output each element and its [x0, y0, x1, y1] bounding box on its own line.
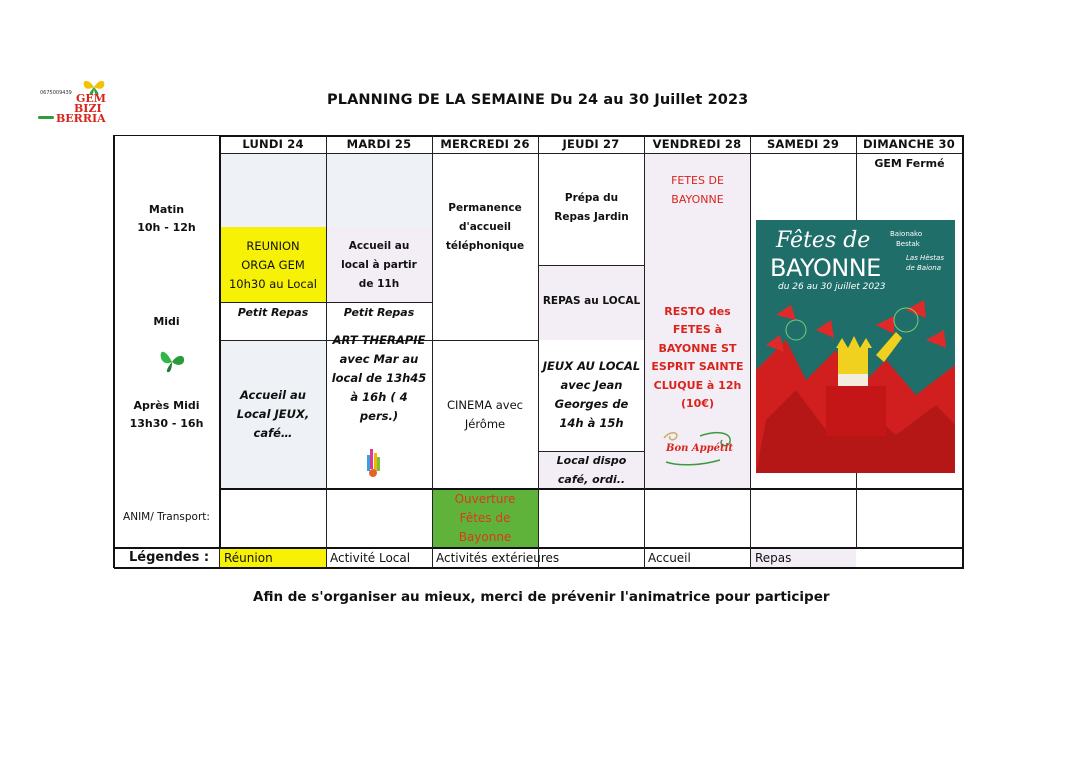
- butterfly-icon: [155, 344, 189, 376]
- tue-matin-bg: [326, 153, 432, 227]
- legend-accueil: Accueil: [648, 551, 691, 565]
- resto-fetes: RESTO des FETES à BAYONNE ST ESPRIT SAINTE CLUQUE à 12h (10€): [651, 304, 744, 410]
- row-label-apres: Après Midi: [133, 398, 200, 412]
- poster-basque-1: Baionako: [890, 230, 923, 238]
- sunday-closed: GEM Fermé: [874, 156, 945, 170]
- ouverture-fetes: Ouverture Fêtes de Bayonne: [454, 492, 516, 544]
- art-therapie: ART THERAPIE avec Mar au local de 13h45 à 16h ( 4 pers.): [331, 332, 427, 423]
- row-label-matin-hours: 10h - 12h: [137, 220, 196, 234]
- row-label-matin: Matin: [148, 202, 185, 216]
- legend-activite-local: Activité Local: [330, 551, 411, 565]
- cinema: CINEMA avec Jérôme: [447, 398, 523, 431]
- accueil-local-tuesday: Accueil au local à partir de 11h: [341, 239, 417, 290]
- grid-bottom: [114, 567, 964, 569]
- day-header-mon: LUNDI 24: [242, 137, 304, 151]
- poster-gascon-1: Las Hèstas: [906, 254, 944, 262]
- day-header-tue: MARDI 25: [346, 137, 412, 151]
- reunion-orga: REUNION ORGA GEM 10h30 au Local: [228, 238, 317, 291]
- accueil-jeux-monday: Accueil au Local JEUX, café…: [236, 387, 310, 440]
- day-header-thu: JEUDI 27: [562, 137, 620, 151]
- grid-line: [750, 135, 751, 568]
- repas-au-local: REPAS au LOCAL: [542, 294, 641, 307]
- page-title: PLANNING DE LA SEMAINE Du 24 au 30 Juillet 2023: [327, 92, 749, 108]
- poster-basque-2: Bestak: [896, 240, 920, 248]
- footer-note: Afin de s'organiser au mieux, merci de prévenir l'animatrice pour participer: [253, 589, 830, 605]
- poster-title-2: BAYONNE: [770, 254, 881, 282]
- grid-line: [432, 135, 433, 568]
- day-header-sun: DIMANCHE 30: [863, 137, 955, 151]
- day-header-sat: SAMEDI 29: [766, 137, 840, 151]
- row-label-anim: ANIM/ Transport:: [123, 510, 210, 523]
- grid-line: [538, 265, 645, 266]
- logo-phone: 0675009439: [40, 90, 72, 96]
- logo-swoosh: [38, 116, 54, 119]
- grid-line: [962, 135, 964, 568]
- day-header-fri: VENDREDI 28: [652, 137, 742, 151]
- fetes-bayonne: FETES DE BAYONNE: [671, 174, 724, 206]
- petit-repas-monday: Petit Repas: [237, 305, 309, 319]
- prepa-repas: Prépa du Repas Jardin: [554, 192, 629, 223]
- grid-line: [538, 135, 539, 568]
- logo-gem: GEM: [76, 92, 106, 105]
- poster-dates: du 26 au 30 juillet 2023: [778, 282, 886, 292]
- legend-reunion: Réunion: [220, 549, 326, 567]
- logo-bizi: BIZI: [74, 102, 102, 115]
- poster-gascon-2: de Baiona: [906, 264, 942, 272]
- mon-matin-bg: [220, 153, 326, 227]
- grid-line: [644, 135, 645, 568]
- row-label-midi: Midi: [153, 314, 180, 328]
- legend-activites-exterieures: Activités extérieures: [436, 551, 560, 565]
- bon-appetit-text: Bon Appétit: [666, 443, 734, 454]
- gem-logo: [34, 78, 114, 126]
- legend-label: Légendes :: [129, 550, 210, 565]
- row-label-apres-hours: 13h30 - 16h: [129, 416, 204, 430]
- jeux-au-local: JEUX AU LOCAL avec Jean Georges de 14h à 15h: [542, 359, 641, 430]
- paint-splash-icon: [358, 445, 388, 479]
- day-header-wed: MERCREDI 26: [440, 137, 530, 151]
- poster-title-1: Fêtes de: [776, 228, 871, 253]
- petit-repas-tuesday: Petit Repas: [343, 305, 415, 319]
- grid-line: [114, 135, 222, 136]
- legend-repas: Repas: [751, 549, 856, 567]
- fetes-poster: [756, 220, 955, 473]
- grid-line: [219, 135, 221, 548]
- bon-appetit-logo: [660, 428, 734, 468]
- local-dispo: Local dispo café, ordi..: [556, 454, 627, 486]
- logo-berria: BERRIA: [56, 112, 106, 125]
- permanence-accueil: Permanence d'accueil téléphonique: [445, 201, 525, 252]
